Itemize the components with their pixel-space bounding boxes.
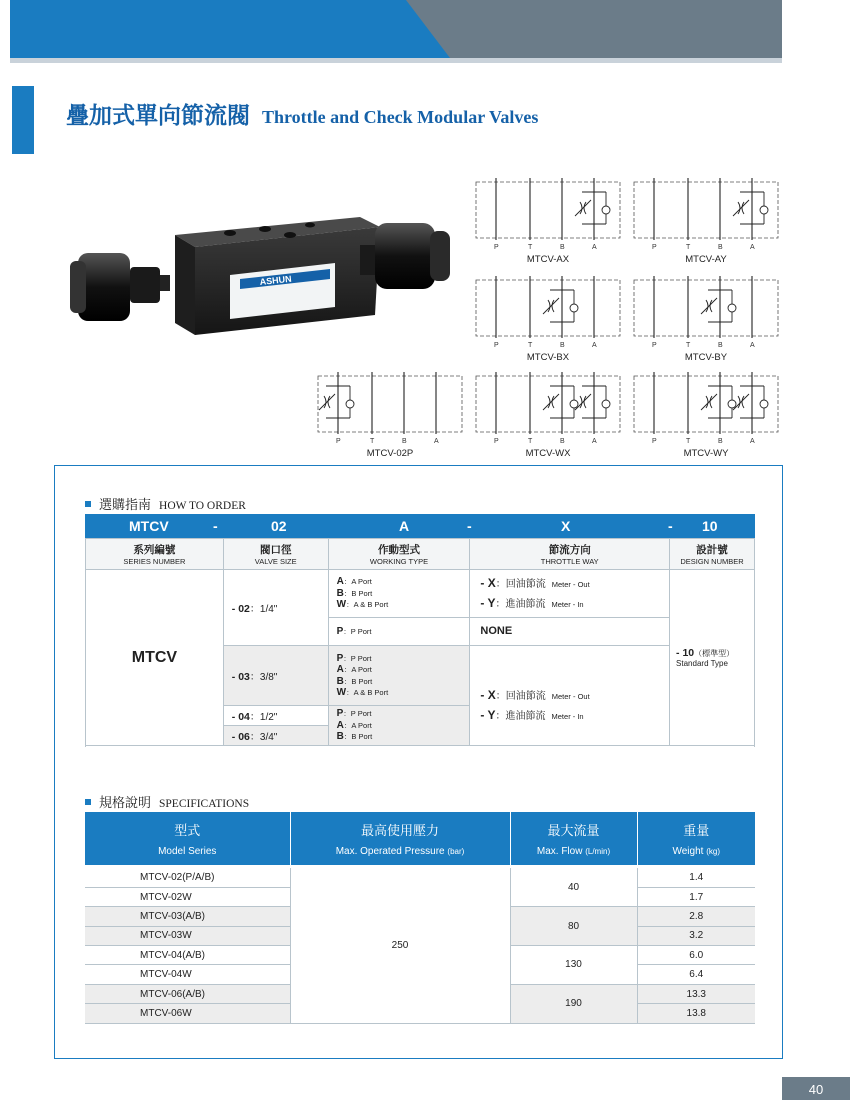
port-label: P	[494, 438, 499, 445]
size-04: - 04：1/2"	[223, 706, 328, 726]
page-title-zh: 疊加式單向節流閥	[66, 103, 250, 129]
title-accent-bar	[12, 86, 34, 154]
pressure-cell: 250	[290, 868, 510, 1023]
product-photo	[60, 195, 460, 355]
page-number: 40	[782, 1077, 850, 1100]
port-label: B	[718, 244, 723, 251]
order-code-bar: MTCV - 02 A - X - 10	[85, 514, 755, 538]
port-label: A	[592, 244, 597, 251]
symbol-mtcv-bx	[474, 276, 622, 371]
port-label: P	[494, 342, 499, 349]
spec-header-row: 型式 Model Series 最高使用壓力 Max. Operated Pressure (bar) 最大流量 Max. Flow (L/min) 重量 Weight (kg)	[85, 812, 755, 865]
port-label: A	[750, 438, 755, 445]
port-label: P	[494, 244, 499, 251]
header-accent	[10, 0, 450, 58]
types-04: P：P Port A：A Port B：B Port	[328, 706, 470, 746]
symbol-mtcv-ax	[474, 178, 622, 273]
throttle-02: - X：回油節流 Meter - Out - Y：進油節流 Meter - In	[470, 570, 670, 618]
port-label: P	[652, 438, 657, 445]
symbol-mtcv-by	[632, 276, 780, 371]
size-03: - 03：3/8"	[223, 646, 328, 706]
order-table: MTCV - 02 A - X - 10 系列編號 SERIES NUMBER 閥口徑 VALVE SIZE 作動型式 WORKING TYPE 節流方向 THROTTLE WAY 設計號 DESIGN NUMBER MTCV - 02：1/4" A：A Port B：B Port W：A & B Port - X：回油節流 Meter - Out - Y：進油節流 Meter - In - 10（標準型） Standard Type P：P Port NONE - 03：3/8" P：P Port A：A Port B：B Port W：A & B Port - X：回油節流 Meter - Out - Y：進油節流 Meter - In - 04：1/2" P：P Port A：A Port B：B Port - 06：3/4"	[85, 514, 755, 746]
bullet-square-icon	[85, 501, 91, 507]
symbol-mtcv-ay	[632, 178, 780, 273]
throttle-03: - X：回油節流 Meter - Out - Y：進油節流 Meter - In	[470, 646, 670, 746]
symbol-caption: MTCV-AY	[685, 254, 727, 265]
port-label: A	[592, 342, 597, 349]
port-label: T	[686, 438, 691, 445]
spec-table	[85, 812, 755, 1024]
symbol-caption: MTCV-AX	[526, 254, 570, 265]
port-label: B	[402, 438, 407, 445]
table-row: MTCV-06(A/B) 190 13.3	[85, 984, 755, 1003]
table-row: MTCV-02W 1.7	[85, 887, 755, 906]
port-label: A	[750, 244, 755, 251]
table-row: MTCV-04(A/B) 130 6.0	[85, 946, 755, 965]
table-row: MTCV-03W 3.2	[85, 926, 755, 945]
port-label: P	[652, 342, 657, 349]
specifications-heading: 規格說明 SPECIFICATIONS	[85, 792, 249, 811]
symbol-caption: MTCV-WY	[683, 448, 729, 459]
port-label: T	[528, 244, 533, 251]
design-cell: - 10（標準型） Standard Type	[670, 570, 755, 746]
symbol-caption: MTCV-WX	[525, 448, 571, 459]
symbol-mtcv-wy	[632, 372, 780, 467]
symbol-mtcv-02p	[316, 372, 464, 467]
symbol-caption: MTCV-02P	[366, 448, 414, 459]
series-cell: MTCV	[86, 570, 224, 746]
types-03: P：P Port A：A Port B：B Port W：A & B Port	[328, 646, 470, 706]
symbol-caption: MTCV-BY	[684, 352, 728, 363]
page-title	[66, 97, 538, 130]
page-title-en: Throttle and Check Modular Valves	[262, 107, 539, 127]
port-label: T	[528, 438, 533, 445]
size-02: - 02：1/4"	[223, 570, 328, 646]
symbol-caption: MTCV-BX	[526, 352, 570, 363]
port-label: T	[528, 342, 533, 349]
header-rule	[10, 58, 782, 63]
port-label: B	[560, 438, 565, 445]
table-row: MTCV-03(A/B) 80 2.8	[85, 907, 755, 926]
table-row: MTCV-06W 13.8	[85, 1004, 755, 1023]
table-row: MTCV-04W 6.4	[85, 965, 755, 984]
port-label: A	[592, 438, 597, 445]
how-to-order-heading: 選購指南 HOW TO ORDER	[85, 494, 246, 513]
port-label: T	[686, 244, 691, 251]
brand-label: ASHUN	[259, 273, 293, 287]
port-label: B	[718, 438, 723, 445]
types-02: A：A Port B：B Port W：A & B Port	[328, 570, 470, 618]
port-label: B	[560, 244, 565, 251]
port-label: A	[434, 438, 439, 445]
port-label: P	[652, 244, 657, 251]
size-06: - 06：3/4"	[223, 726, 328, 746]
order-header-row: 系列編號 SERIES NUMBER 閥口徑 VALVE SIZE 作動型式 WORKING TYPE 節流方向 THROTTLE WAY 設計號 DESIGN NUMBER	[86, 539, 755, 570]
port-label: B	[560, 342, 565, 349]
table-row: MTCV-02(P/A/B) 250 40 1.4	[85, 868, 755, 887]
port-label: P	[336, 438, 341, 445]
bullet-square-icon	[85, 799, 91, 805]
port-label: B	[718, 342, 723, 349]
port-label: T	[686, 342, 691, 349]
port-label: T	[370, 438, 375, 445]
symbol-mtcv-wx	[474, 372, 622, 467]
port-label: A	[750, 342, 755, 349]
